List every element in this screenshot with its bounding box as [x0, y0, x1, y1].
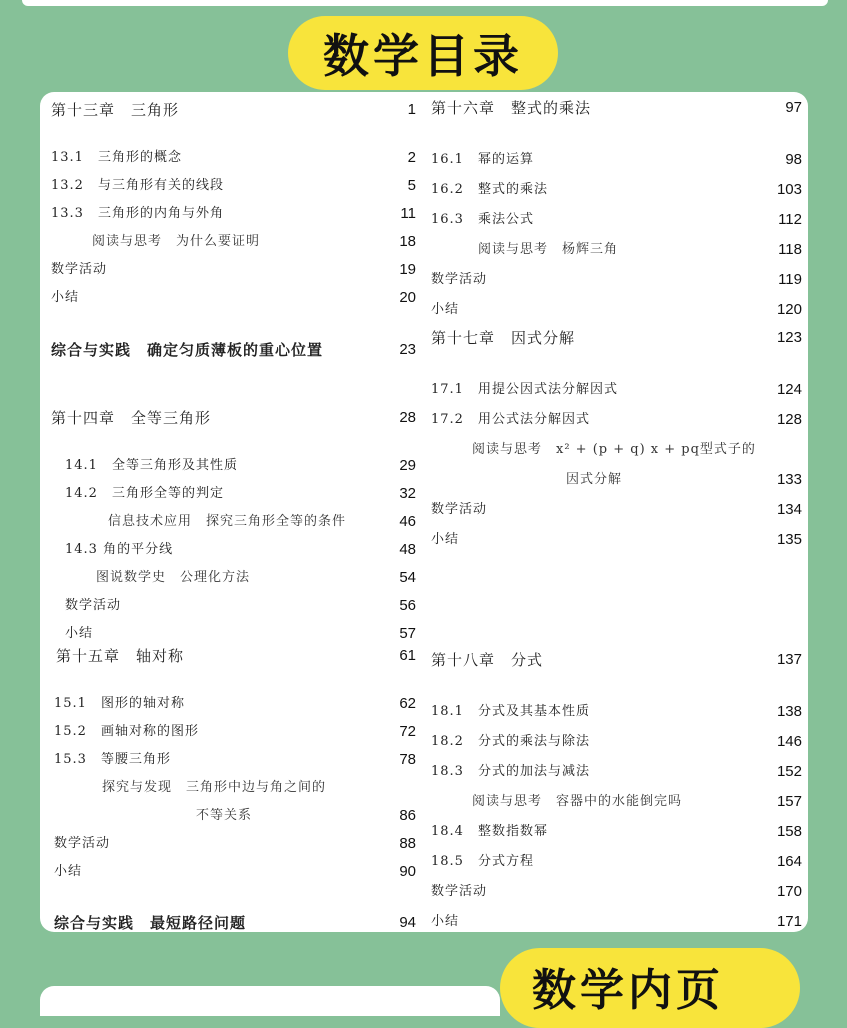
- toc-entry: [40, 858, 422, 886]
- toc-entry: [424, 908, 808, 932]
- toc-entry: [424, 848, 808, 876]
- toc-entry-page: 119: [778, 271, 802, 288]
- toc-entry-page: 158: [776, 823, 802, 840]
- toc-entry: [40, 718, 422, 746]
- toc-entry-title: 13.3 三角形的内角与外角: [51, 206, 224, 221]
- toc-entry-page: 138: [776, 703, 802, 720]
- toc-entry-page: 128: [776, 411, 802, 428]
- toc-entry-page: 20: [399, 289, 416, 306]
- toc-entry-page: 90: [399, 863, 416, 880]
- toc-entry-title: 18.3 分式的加法与减法: [431, 764, 590, 779]
- toc-entry-page: 1: [407, 101, 416, 118]
- toc-entry-title: 综合与实践 确定匀质薄板的重心位置: [51, 341, 324, 359]
- toc-entry: [424, 296, 808, 324]
- toc-entry-title: 因式分解: [566, 472, 623, 487]
- toc-entry-title: 18.5 分式方程: [431, 854, 534, 869]
- toc-entry: [424, 818, 808, 846]
- toc-entry-page: 56: [399, 597, 416, 614]
- toc-entry-page: 137: [776, 651, 802, 668]
- toc-entry-page: 57: [399, 625, 416, 642]
- toc-entry-page: 78: [399, 751, 416, 768]
- toc-entry-title: 13.1 三角形的概念: [51, 150, 182, 165]
- toc-entry: [40, 200, 422, 228]
- toc-entry: [424, 146, 808, 174]
- toc-entry-page: 146: [776, 733, 802, 750]
- toc-entry-title: 阅读与思考 容器中的水能倒完吗: [472, 794, 683, 809]
- toc-entry-title: 不等关系: [196, 808, 253, 823]
- toc-entry-page: 94: [399, 914, 416, 931]
- toc-entry-page: 18: [399, 233, 416, 250]
- toc-entry: [40, 564, 422, 592]
- toc-entry: [424, 646, 808, 674]
- toc-entry-page: 134: [776, 501, 802, 518]
- toc-entry-page: 123: [776, 329, 802, 346]
- toc-entry: [40, 480, 422, 508]
- toc-entry-title: 14.3 角的平分线: [65, 542, 174, 557]
- toc-entry-title: 第十七章 因式分解: [431, 329, 576, 347]
- toc-entry-title: 探究与发现 三角形中边与角之间的: [102, 780, 327, 795]
- toc-entry-page: 32: [399, 485, 416, 502]
- toc-entry-title: 第十三章 三角形: [51, 101, 180, 119]
- toc-entry: [424, 788, 808, 816]
- toc-entry-title: 小结: [431, 914, 460, 929]
- toc-entry-title: 小结: [431, 532, 460, 547]
- toc-entry: [424, 728, 808, 756]
- toc-entry: [424, 758, 808, 786]
- toc-entry: [40, 228, 422, 256]
- toc-left-column: [40, 92, 422, 932]
- toc-entry: [40, 284, 422, 312]
- toc-entry: [40, 508, 422, 536]
- toc-entry: [40, 746, 422, 774]
- toc-entry: [424, 406, 808, 434]
- toc-entry: [40, 774, 422, 802]
- toc-entry-page: 157: [776, 793, 802, 810]
- toc-entry-title: 13.2 与三角形有关的线段: [51, 178, 224, 193]
- toc-entry-page: 23: [399, 341, 416, 358]
- toc-entry-title: 图说数学史 公理化方法: [96, 570, 251, 585]
- toc-entry-title: 数学活动: [431, 272, 488, 287]
- toc-entry-title: 数学活动: [431, 884, 488, 899]
- toc-entry-page: 2: [407, 149, 416, 166]
- toc-entry-page: 48: [399, 541, 416, 558]
- toc-entry-page: 171: [776, 913, 802, 930]
- toc-entry: [40, 172, 422, 200]
- toc-entry: [40, 592, 422, 620]
- toc-entry-title: 数学活动: [54, 836, 111, 851]
- toc-entry-title: 15.3 等腰三角形: [54, 752, 171, 767]
- toc-entry-title: 14.2 三角形全等的判定: [65, 486, 224, 501]
- toc-entry: [40, 802, 422, 830]
- toc-entry: [40, 690, 422, 718]
- toc-entry-title: 数学活动: [431, 502, 488, 517]
- toc-entry-title: 第十五章 轴对称: [56, 647, 185, 665]
- top-card-edge: [22, 0, 828, 6]
- toc-entry-title: 15.2 画轴对称的图形: [54, 724, 199, 739]
- toc-entry: [40, 642, 422, 670]
- toc-entry-title: 小结: [431, 302, 460, 317]
- toc-entry-title: 16.1 幂的运算: [431, 152, 534, 167]
- toc-panel: [40, 92, 808, 932]
- toc-entry-title: 第十六章 整式的乘法: [431, 99, 592, 117]
- toc-entry: [424, 206, 808, 234]
- toc-entry-page: 88: [399, 835, 416, 852]
- toc-entry: [424, 324, 808, 352]
- toc-entry-title: 数学活动: [65, 598, 122, 613]
- toc-entry-page: 28: [399, 409, 416, 426]
- toc-entry-title: 阅读与思考 x² + (p + q) x + pq型式子的: [472, 442, 756, 457]
- toc-entry: [40, 336, 422, 364]
- toc-entry-title: 第十四章 全等三角形: [51, 409, 212, 427]
- toc-entry-page: 54: [399, 569, 416, 586]
- toc-entry-title: 第十八章 分式: [431, 651, 544, 669]
- toc-entry: [40, 404, 422, 432]
- toc-entry-page: 29: [399, 457, 416, 474]
- toc-entry-title: 14.1 全等三角形及其性质: [65, 458, 238, 473]
- toc-entry-page: 103: [776, 181, 802, 198]
- toc-entry-page: 46: [399, 513, 416, 530]
- toc-entry-page: 19: [399, 261, 416, 278]
- toc-entry-title: 小结: [65, 626, 94, 641]
- toc-entry-title: 16.2 整式的乘法: [431, 182, 548, 197]
- toc-entry-page: 98: [785, 151, 802, 168]
- toc-entry: [40, 830, 422, 858]
- toc-entry-title: 阅读与思考 为什么要证明: [92, 234, 261, 249]
- toc-entry-title: 18.4 整数指数幂: [431, 824, 548, 839]
- toc-entry: [40, 256, 422, 284]
- toc-entry-page: 86: [399, 807, 416, 824]
- toc-entry: [40, 536, 422, 564]
- toc-entry-title: 15.1 图形的轴对称: [54, 696, 185, 711]
- toc-entry: [424, 236, 808, 264]
- toc-entry-title: 17.2 用公式法分解因式: [431, 412, 590, 427]
- toc-entry-page: 5: [407, 177, 416, 194]
- toc-entry-page: 133: [776, 471, 802, 488]
- toc-entry: [424, 878, 808, 906]
- toc-entry-page: 11: [400, 205, 416, 222]
- toc-right-column: [424, 92, 808, 932]
- toc-entry-title: 17.1 用提公因式法分解因式: [431, 382, 618, 397]
- toc-entry-page: 170: [776, 883, 802, 900]
- toc-entry-title: 18.1 分式及其基本性质: [431, 704, 590, 719]
- toc-entry: [424, 94, 808, 122]
- toc-entry-page: 164: [776, 853, 802, 870]
- toc-entry: [424, 526, 808, 554]
- toc-entry: [424, 176, 808, 204]
- toc-entry-page: 152: [776, 763, 802, 780]
- toc-entry-page: 62: [399, 695, 416, 712]
- toc-entry-page: 135: [776, 531, 802, 548]
- toc-entry: [424, 496, 808, 524]
- toc-entry-title: 阅读与思考 杨辉三角: [478, 242, 619, 257]
- toc-entry-page: 124: [776, 381, 802, 398]
- toc-entry: [40, 909, 422, 932]
- toc-entry-title: 信息技术应用 探究三角形全等的条件: [108, 514, 347, 529]
- toc-entry: [424, 436, 808, 464]
- toc-entry: [40, 452, 422, 480]
- toc-entry-title: 小结: [51, 290, 80, 305]
- toc-entry: [40, 144, 422, 172]
- toc-entry-page: 61: [399, 647, 416, 664]
- toc-entry-page: 72: [399, 723, 416, 740]
- toc-entry-title: 数学活动: [51, 262, 108, 277]
- content-card-edge: [40, 986, 500, 1016]
- toc-entry: [424, 466, 808, 494]
- toc-entry-page: 97: [785, 99, 802, 116]
- toc-entry-page: 112: [778, 211, 802, 228]
- toc-entry: [424, 698, 808, 726]
- section-title: 数学内页: [500, 948, 800, 1028]
- toc-entry: [424, 376, 808, 404]
- toc-entry-page: 118: [778, 241, 802, 258]
- toc-entry-title: 综合与实践 最短路径问题: [54, 914, 247, 932]
- page-title: 数学目录: [288, 16, 558, 90]
- toc-entry-title: 16.3 乘法公式: [431, 212, 534, 227]
- toc-entry-title: 18.2 分式的乘法与除法: [431, 734, 590, 749]
- toc-entry-title: 小结: [54, 864, 83, 879]
- toc-entry: [424, 266, 808, 294]
- toc-entry-page: 120: [776, 301, 802, 318]
- toc-entry: [40, 96, 422, 124]
